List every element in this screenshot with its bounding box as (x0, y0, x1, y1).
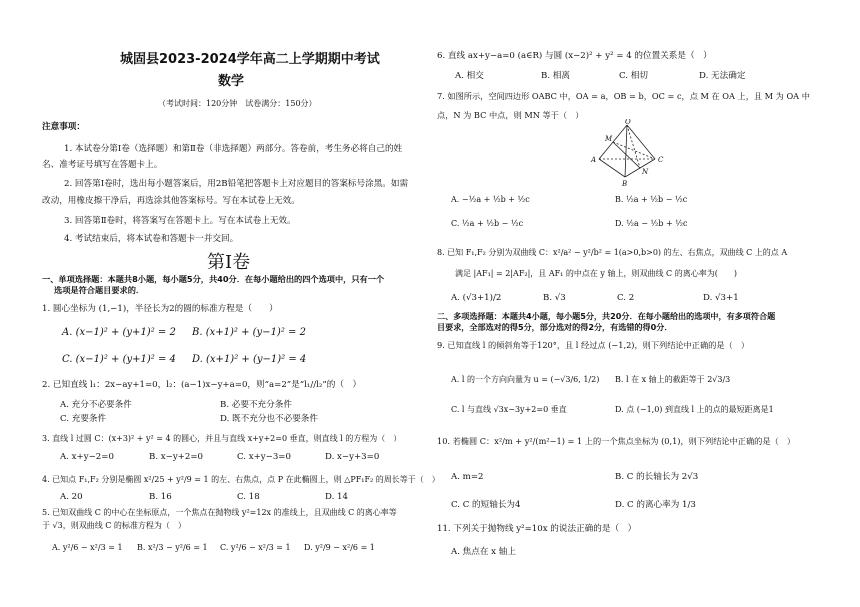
notes-heading: 注意事项： (42, 122, 85, 132)
q2-option-c: C. 充要条件 (60, 414, 107, 424)
section-one-heading-cont: 选项是符合题目要求的． (54, 285, 145, 295)
q9-option-a: A. l 的一个方向向量为 u = (−√3/6, 1/2) (451, 375, 600, 384)
label-n: N (642, 168, 649, 176)
q8-option-a: A. (√3+1)/2 (451, 293, 502, 303)
question-1: 1. 圆心坐标为 (1,−1)，半径长为2的圆的标准方程是（ ） (42, 304, 278, 314)
q5-option-d: D. y²/9 − x²/6 = 1 (304, 543, 375, 552)
edge-ab (599, 159, 625, 177)
q7-option-a: A. −½a + ½b + ½c (451, 195, 530, 204)
q2-option-b: B. 必要不充分条件 (220, 400, 292, 410)
q6-option-b: B. 相离 (541, 71, 570, 81)
aux-mc (613, 142, 655, 159)
question-2: 2. 已知直线 l₁：2x−ay+1=0，l₂：(a−1)x−y+a=0，则“a=2”是“l₁//l₂”的（ ） (42, 380, 362, 390)
q2-option-d: D. 既不充分也不必要条件 (220, 414, 318, 424)
q3-option-c: C. x+y−3=0 (237, 452, 291, 462)
label-o: O (625, 119, 631, 126)
q10-option-b: B. C 的长轴长为 2√3 (615, 472, 699, 482)
edge-ob (625, 125, 627, 177)
question-7: 7. 如图所示，空间四边形 OABC 中，OA = a，OB = b，OC = c，点 M 在 OA 上，且 M 为 OA 中 (437, 91, 810, 101)
question-4: 4. 已知点 F₁,F₂ 分别是椭圆 x²/25 + y²/9 = 1 的左、右焦点，点 P 在此椭圆上，则 △PF₁F₂ 的周长等于（ ） (42, 475, 440, 484)
label-m: M (605, 135, 613, 143)
subject-title: 数学 (218, 74, 245, 89)
note-line: 2. 回答第Ⅰ卷时，选出每小题答案后，用2B铅笔把答题卡上对应题目的答案标号涂黑。如需 (64, 179, 409, 189)
q7-option-c: C. ½a + ½b − ½c (451, 219, 524, 228)
note-line: 改动，用橡皮擦干净后，再选涂其他答案标号。写在本试卷上无效。 (42, 196, 300, 206)
q10-option-a: A. m=2 (451, 472, 484, 482)
question-6: 6. 直线 ax+y−a=0 (a∈R) 与圆 (x−2)² + y² = 4 的位置关系是（ ） (437, 51, 712, 61)
q4-option-d: D. 14 (325, 492, 348, 502)
right-column (437, 0, 837, 607)
question-5: 5. 已知双曲线 C 的中心在坐标原点，一个焦点在抛物线 y²=12x 的准线上，且双曲线 C 的离心率等 (42, 508, 397, 517)
exam-title: 城固县2023-2024学年高二上学期期中考试 (120, 52, 380, 67)
note-line: 4. 考试结束后，将本试卷和答题卡一并交回。 (64, 234, 239, 244)
note-line: 3. 回答第Ⅱ卷时，将答案写在答题卡上。写在本试卷上无效。 (64, 216, 296, 226)
q4-option-c: C. 18 (237, 492, 260, 502)
tetrahedron-figure (585, 119, 675, 189)
q9-option-b: B. l 在 x 轴上的截距等于 2√3/3 (615, 375, 731, 384)
note-line: 1. 本试卷分第Ⅰ卷（选择题）和第Ⅱ卷（非选择题）两部分。答卷前，考生务必将自己的姓 (64, 144, 403, 154)
part-one-heading: 第Ⅰ卷 (207, 252, 251, 273)
exam-info: （考试时间：120分钟 试卷满分：150分） (158, 99, 317, 108)
q4-option-b: B. 16 (149, 492, 172, 502)
question-8: 8. 已知 F₁,F₂ 分别为双曲线 C：x²/a² − y²/b² = 1(a>0,b>0) 的左、右焦点，双曲线 C 上的点 A (437, 248, 788, 257)
section-two-heading-cont: 目要求，全部选对的得5分，部分选对的得2分，有选错的得0分． (437, 322, 673, 332)
question-8-cont: 满足 |AF₁| = 2|AF₂|，且 AF₁ 的中点在 y 轴上，则双曲线 C 的离心率为( ) (455, 269, 737, 278)
q3-option-a: A. x+y−2=0 (60, 452, 114, 462)
q8-option-b: B. √3 (543, 293, 566, 303)
q1-option-d: D. (x+1)² + (y−1)² = 4 (192, 354, 307, 365)
section-one-heading: 一、单项选择题：本题共8小题，每小题5分，共40分．在每小题给出的四个选项中，只有一个 (42, 274, 385, 284)
note-line: 名、准考证号填写在答题卡上。 (42, 160, 163, 170)
q6-option-a: A. 相交 (455, 71, 484, 81)
q1-option-b: B. (x+1)² + (y−1)² = 2 (192, 327, 306, 338)
left-column (42, 0, 440, 607)
q11-option-a: A. 焦点在 x 轴上 (451, 547, 516, 557)
label-c: C (658, 156, 664, 164)
q5-option-c: C. y²/6 − x²/3 = 1 (220, 543, 291, 552)
edge-oc (627, 125, 655, 159)
q10-option-d: D. C 的离心率为 1/3 (615, 500, 696, 510)
q10-option-c: C. C 的短轴长为4 (451, 500, 521, 510)
q7-option-d: D. ½a − ½b + ½c (615, 219, 688, 228)
question-3: 3. 直线 l 过圆 C：(x+3)² + y² = 4 的圆心，并且与直线 x+y+2=0 垂直，则直线 l 的方程为（ ） (42, 434, 402, 443)
question-9: 9. 已知直线 l 的倾斜角等于120°，且 l 经过点 (−1,2)，则下列结论中正确的是（ ） (437, 340, 750, 350)
q3-option-b: B. x−y+2=0 (149, 452, 204, 462)
q8-option-c: C. 2 (617, 293, 635, 303)
question-7-cont: 点，N 为 BC 中点，则 MN 等于（ ） (437, 110, 584, 120)
question-5-cont: 于 √3，则双曲线 C 的标准方程为（ ） (42, 521, 186, 530)
q9-option-c: C. l 与直线 √3x−3y+2=0 垂直 (451, 405, 567, 414)
q1-option-c: C. (x−1)² + (y+1)² = 4 (62, 354, 176, 365)
question-10: 10. 若椭圆 C：x²/m + y²/(m²−1) = 1 上的一个焦点坐标为 (0,1)，则下列结论中正确的是（ ） (437, 436, 796, 446)
q7-option-b: B. ½a + ½b − ½c (615, 195, 688, 204)
label-b: B (622, 180, 628, 188)
q2-option-a: A. 充分不必要条件 (60, 400, 132, 410)
q1-option-a: A. (x−1)² + (y+1)² = 2 (62, 327, 176, 338)
q5-option-a: A. y²/6 − x²/3 = 1 (52, 543, 123, 552)
q9-option-d: D. 点 (−1,0) 到直线 l 上的点的最短距离是1 (615, 405, 774, 414)
q6-option-c: C. 相切 (619, 71, 648, 81)
q8-option-d: D. √3+1 (703, 293, 739, 303)
q3-option-d: D. x−y+3=0 (325, 452, 380, 462)
q5-option-b: B. x²/3 − y²/6 = 1 (137, 543, 208, 552)
q4-option-a: A. 20 (60, 492, 83, 502)
label-a: A (591, 156, 597, 164)
question-11: 11. 下列关于抛物线 y²=10x 的说法正确的是（ ） (437, 524, 637, 534)
q6-option-d: D. 无法确定 (699, 71, 746, 81)
section-two-heading: 二、多项选择题：本题共4小题，每小题5分，共20分．在每小题给出的选项中，有多项符合题 (437, 311, 776, 321)
